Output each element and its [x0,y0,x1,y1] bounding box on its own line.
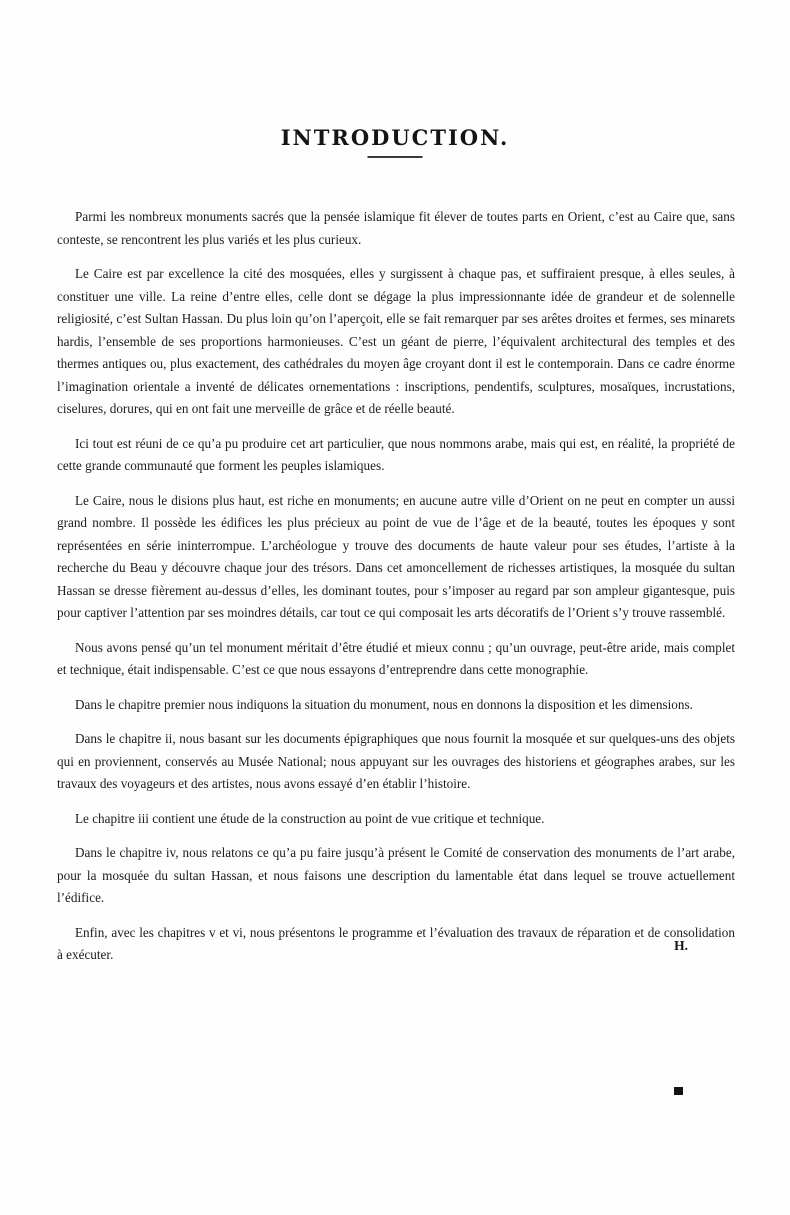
paragraph: Dans le chapitre premier nous indiquons la situation du monument, nous en donnons la disposition et les dimensions. [75,696,693,712]
ink-blot-mark [674,1087,683,1095]
paragraph: Le Caire, nous le disions plus haut, est riche en monuments; en aucune autre ville d’Orient on ne peut en compter un aussi grand nombre. Il possède les édifices les plus précieux au point de vue de l’âge et de la beauté, toutes les époques y sont représentées en série ininterrompue. L’archéologue y trouve des documents de haute valeur pour ses études, l’artiste à la recherche du Beau y découvre chaque jour des trésors. Dans cet amoncellement de richesses artistiques, la mosquée du sultan Hassan se dresse fièrement au-dessus d’elles, les dominant toutes, pour s’imposer au regard par son ampleur gigantesque, puis pour captiver l’attention par ses moindres détails, car tout ce qui composait les arts décoratifs de l’Orient s’y trouve rassemblé. [57,492,735,620]
paragraph: Dans le chapitre ii, nous basant sur les documents épigraphiques que nous fournit la mosquée et sur quelques-uns des objets qui en proviennent, conservés au Musée National; nous appuyant sur les ouvrages des historiens et géographes arabes, sur les travaux des voyageurs et des artistes, nous avons essayé d’en établir l’histoire. [57,731,735,791]
body-text [57,206,735,979]
paragraph: Le Caire est par excellence la cité des mosquées, elles y surgissent à chaque pas, et suffiraient presque, à elles seules, à constituer une ville. La reine d’entre elles, celle dont se dégage la plus impressionnante idée de grandeur et de solennelle religiosité, c’est Sultan Hassan. Du plus loin qu’on l’aperçoit, elle se fait remarquer par ses arêtes droites et fermes, ses minarets hardis, l’ensemble de ses proportions harmonieuses. C’est un géant de pierre, l’équivalent architectural des temples et des thermes antiques ou, plus exactement, des cathédrales du moyen âge croyant dont il est le contemporain. Dans ce cadre énorme l’imagination orientale a inventé de délicates ornementations : inscriptions, pendentifs, sculptures, mosaïques, incrustations, ciselures, dorures, qui en ont fait une merveille de grâce et de réelle beauté. [57,266,735,416]
paragraph: Enfin, avec les chapitres v et vi, nous présentons le programme et l’évaluation des travaux de réparation et de consolidation à exécuter. [57,924,735,962]
paragraph: Le chapitre iii contient une étude de la construction au point de vue critique et technique. [75,810,545,826]
paragraph: Dans le chapitre iv, nous relatons ce qu’a pu faire jusqu’à présent le Comité de conservation des monuments de l’art arabe, pour la mosquée du sultan Hassan, et nous faisons une description du lamentable état dans lequel se trouve actuellement l’édifice. [57,845,735,905]
author-initial: H. [674,938,688,953]
paragraph: Nous avons pensé qu’un tel monument méritait d’être étudié et mieux connu ; qu’un ouvrage, peut-être aride, mais complet et technique, était indispensable. C’est ce que nous essayons d’entreprendre dans cette monographie. [57,639,735,677]
page-title: INTRODUCTION. [280,125,510,151]
paragraph: Parmi les nombreux monuments sacrés que la pensée islamique fit élever de toutes parts en Orient, c’est au Caire que, sans conteste, se rencontrent les plus variés et les plus curieux. [57,209,735,247]
paragraph: Ici tout est réuni de ce qu’a pu produire cet art particulier, que nous nommons arabe, mais qui est, en réalité, la propriété de cette grande communauté que forment les peuples islamiques. [57,435,735,473]
title-divider-rule [368,156,423,158]
